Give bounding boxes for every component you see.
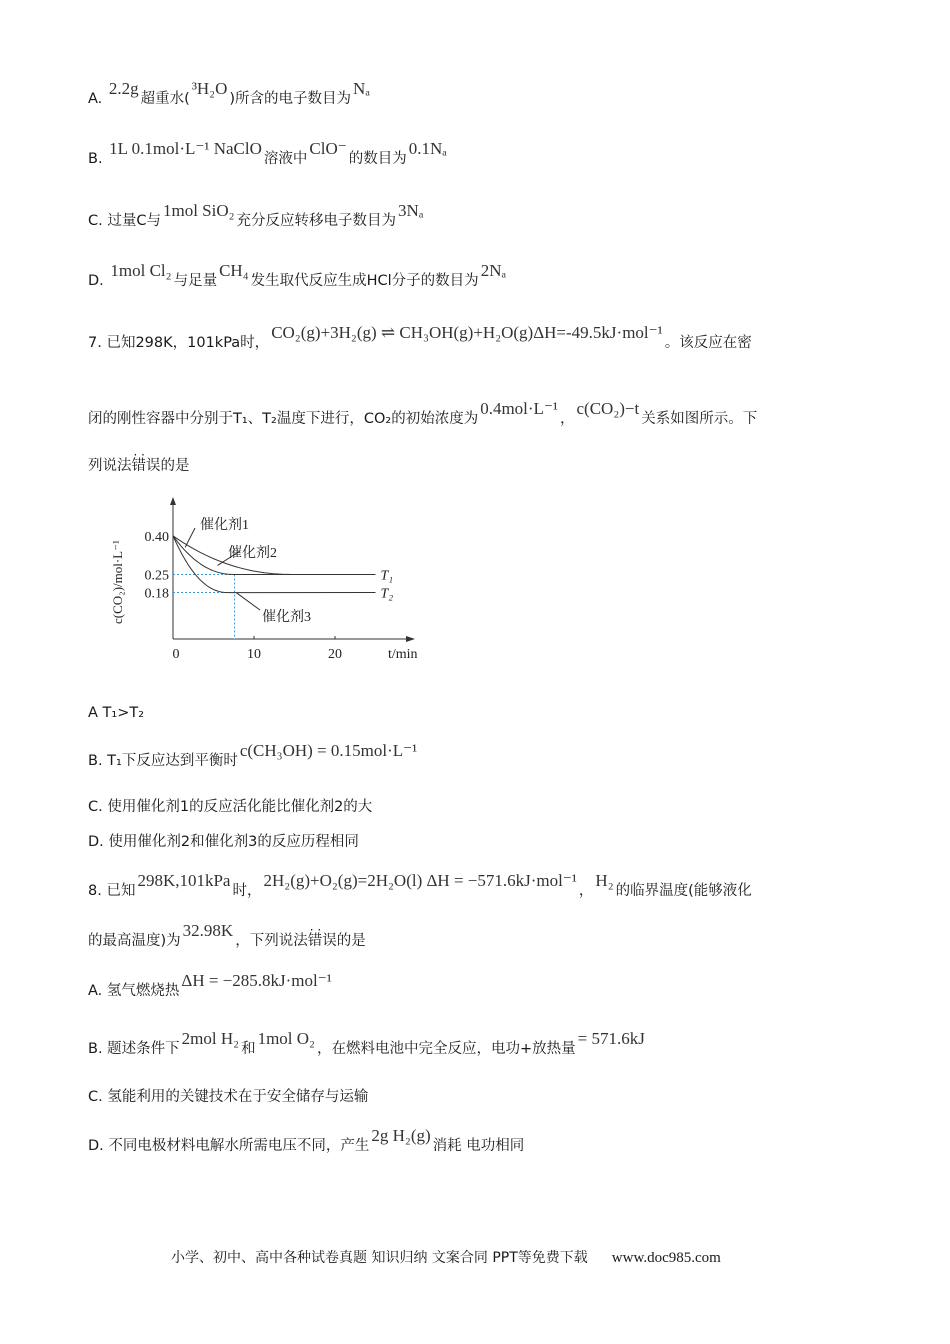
series-line-catalyst-3: [173, 536, 376, 593]
formula: 1mol SiO₂: [162, 201, 235, 220]
formula: 1L 0.1mol·L⁻¹ NaClO: [109, 139, 262, 158]
text-line: [88, 1087, 368, 1107]
text: 超重水(: [140, 91, 190, 107]
text-line: [88, 832, 359, 852]
formula: 3Nₐ: [398, 201, 424, 220]
text: 关系如图所示。下: [641, 411, 758, 427]
text: 和: [241, 1041, 256, 1057]
line-label-t1: T₁: [380, 568, 394, 584]
x-tick-label: 10: [247, 647, 261, 662]
formula: 2Nₐ: [480, 261, 507, 280]
formula: 298K,101kPa: [137, 871, 231, 890]
formula: 0.4mol·L⁻¹: [480, 399, 559, 418]
text: 消耗 电功相同: [432, 1138, 525, 1154]
formula: ΔH = −285.8kJ·mol⁻¹: [181, 971, 332, 990]
formula: 0.1Nₐ: [408, 139, 447, 158]
text-line: [88, 1029, 647, 1059]
y-axis-label: c(CO₂)/mol·L⁻¹: [110, 540, 125, 624]
line-label-t2: T₂: [380, 586, 394, 602]
formula: 1mol Cl₂: [110, 261, 172, 280]
emphasis-text: · · 错误: [132, 458, 161, 474]
text: D.: [88, 273, 109, 289]
text: D. 使用催化剂2和催化剂3的反应历程相同: [88, 834, 359, 850]
x-tick-label: 20: [328, 647, 342, 662]
text: 的是: [336, 933, 366, 949]
series-label: 催化剂1: [200, 518, 249, 533]
formula: CH₄: [219, 261, 249, 280]
emphasis-text: · · 错误: [308, 933, 337, 949]
formula: ClO⁻: [309, 139, 347, 158]
text-line: [88, 261, 508, 291]
text: 时，: [232, 883, 262, 899]
text-line: [88, 139, 449, 169]
text: A T₁>T₂: [88, 705, 145, 721]
text: ，: [578, 883, 594, 899]
text-line: [88, 79, 372, 109]
text: 。该反应在密: [664, 335, 752, 351]
text: 的最高温度)为: [88, 933, 181, 949]
formula: 2g H₂(g): [371, 1126, 431, 1145]
formula: 2.2g: [108, 79, 139, 98]
formula: H₂: [595, 871, 614, 890]
formula: 1mol O₂: [257, 1029, 315, 1048]
formula: 2mol H₂: [181, 1029, 240, 1048]
text: 7. 已知298K，101kPa时，: [88, 335, 270, 351]
text: B.: [88, 151, 108, 167]
footer-url: www.doc985.com: [611, 1250, 721, 1266]
text: A.: [88, 91, 107, 107]
text: 充分反应转移电子数目为: [236, 213, 397, 229]
formula: CO₂(g)+3H₂(g) ⇌ CH₃OH(g)+H₂O(g)ΔH=-49.5kJ·mol⁻¹: [271, 323, 663, 342]
text-line: [88, 871, 752, 901]
callout-line: [236, 593, 260, 610]
text-line: [88, 703, 144, 723]
y-tick-label: 0.25: [144, 568, 169, 584]
text: C. 过量C与: [88, 213, 161, 229]
concentration-time-chart: [100, 495, 430, 670]
text: B. 题述条件下: [88, 1041, 180, 1057]
y-tick-label: 0.40: [144, 529, 169, 545]
text: 发生取代反应生成HCl分子的数目为: [250, 273, 479, 289]
text-line: [88, 741, 419, 771]
text-line: [88, 399, 758, 429]
series-label: 催化剂2: [228, 546, 277, 561]
text: ，在燃料电池中完全反应，电功+放热量: [316, 1041, 576, 1057]
text: 的临界温度(能够液化: [615, 883, 752, 899]
text-line: [88, 201, 425, 231]
x-axis-arrow-icon: [406, 636, 415, 642]
x-axis-label: t/min: [388, 647, 418, 662]
formula: c(CO₂)−t: [576, 399, 640, 418]
text: 8. 已知: [88, 883, 136, 899]
y-axis-arrow-icon: [170, 497, 176, 505]
y-tick-label: 0.18: [144, 586, 169, 602]
formula: Nₐ: [353, 79, 370, 98]
text-line: [88, 323, 752, 353]
text: D. 不同电极材料电解水所需电压不同，产生: [88, 1138, 370, 1154]
formula: = 571.6kJ: [577, 1029, 645, 1048]
x-tick-label: 0: [172, 647, 180, 662]
text-line: [88, 971, 334, 1001]
text: A. 氢气燃烧热: [88, 983, 180, 999]
text: ，下列说法: [235, 933, 308, 949]
text: 溶液中: [263, 151, 308, 167]
text: B. T₁下反应达到平衡时: [88, 753, 238, 769]
text: )所含的电子数目为: [229, 91, 352, 107]
formula: ³H₂O: [191, 79, 228, 98]
text: ，: [560, 411, 575, 427]
text: 的数目为: [348, 151, 407, 167]
series-label: 催化剂3: [262, 610, 311, 625]
footer-text: 小学、初中、高中各种试卷真题 知识归纳 文案合同 PPT等免费下载: [171, 1250, 588, 1266]
formula: 32.98K: [182, 921, 234, 940]
text-line: [88, 1126, 525, 1156]
text: 与足量: [173, 273, 218, 289]
callout-line: [185, 528, 195, 547]
formula: c(CH₃OH) = 0.15mol·L⁻¹: [239, 741, 418, 760]
text: C. 使用催化剂1的反应活化能比催化剂2的大: [88, 799, 373, 815]
formula: 2H₂(g)+O₂(g)=2H₂O(l) ΔH = −571.6kJ·mol⁻¹: [263, 871, 577, 890]
text: 列说法: [88, 458, 132, 474]
text-line: [88, 921, 366, 951]
text: 闭的刚性容器中分别于T₁、T₂温度下进行，CO₂的初始浓度为: [88, 411, 479, 427]
text: C. 氢能利用的关键技术在于安全储存与运输: [88, 1089, 369, 1105]
text-line: [88, 797, 372, 817]
footer: [171, 1247, 721, 1267]
text-line: [88, 456, 190, 476]
text: 的是: [160, 458, 190, 474]
